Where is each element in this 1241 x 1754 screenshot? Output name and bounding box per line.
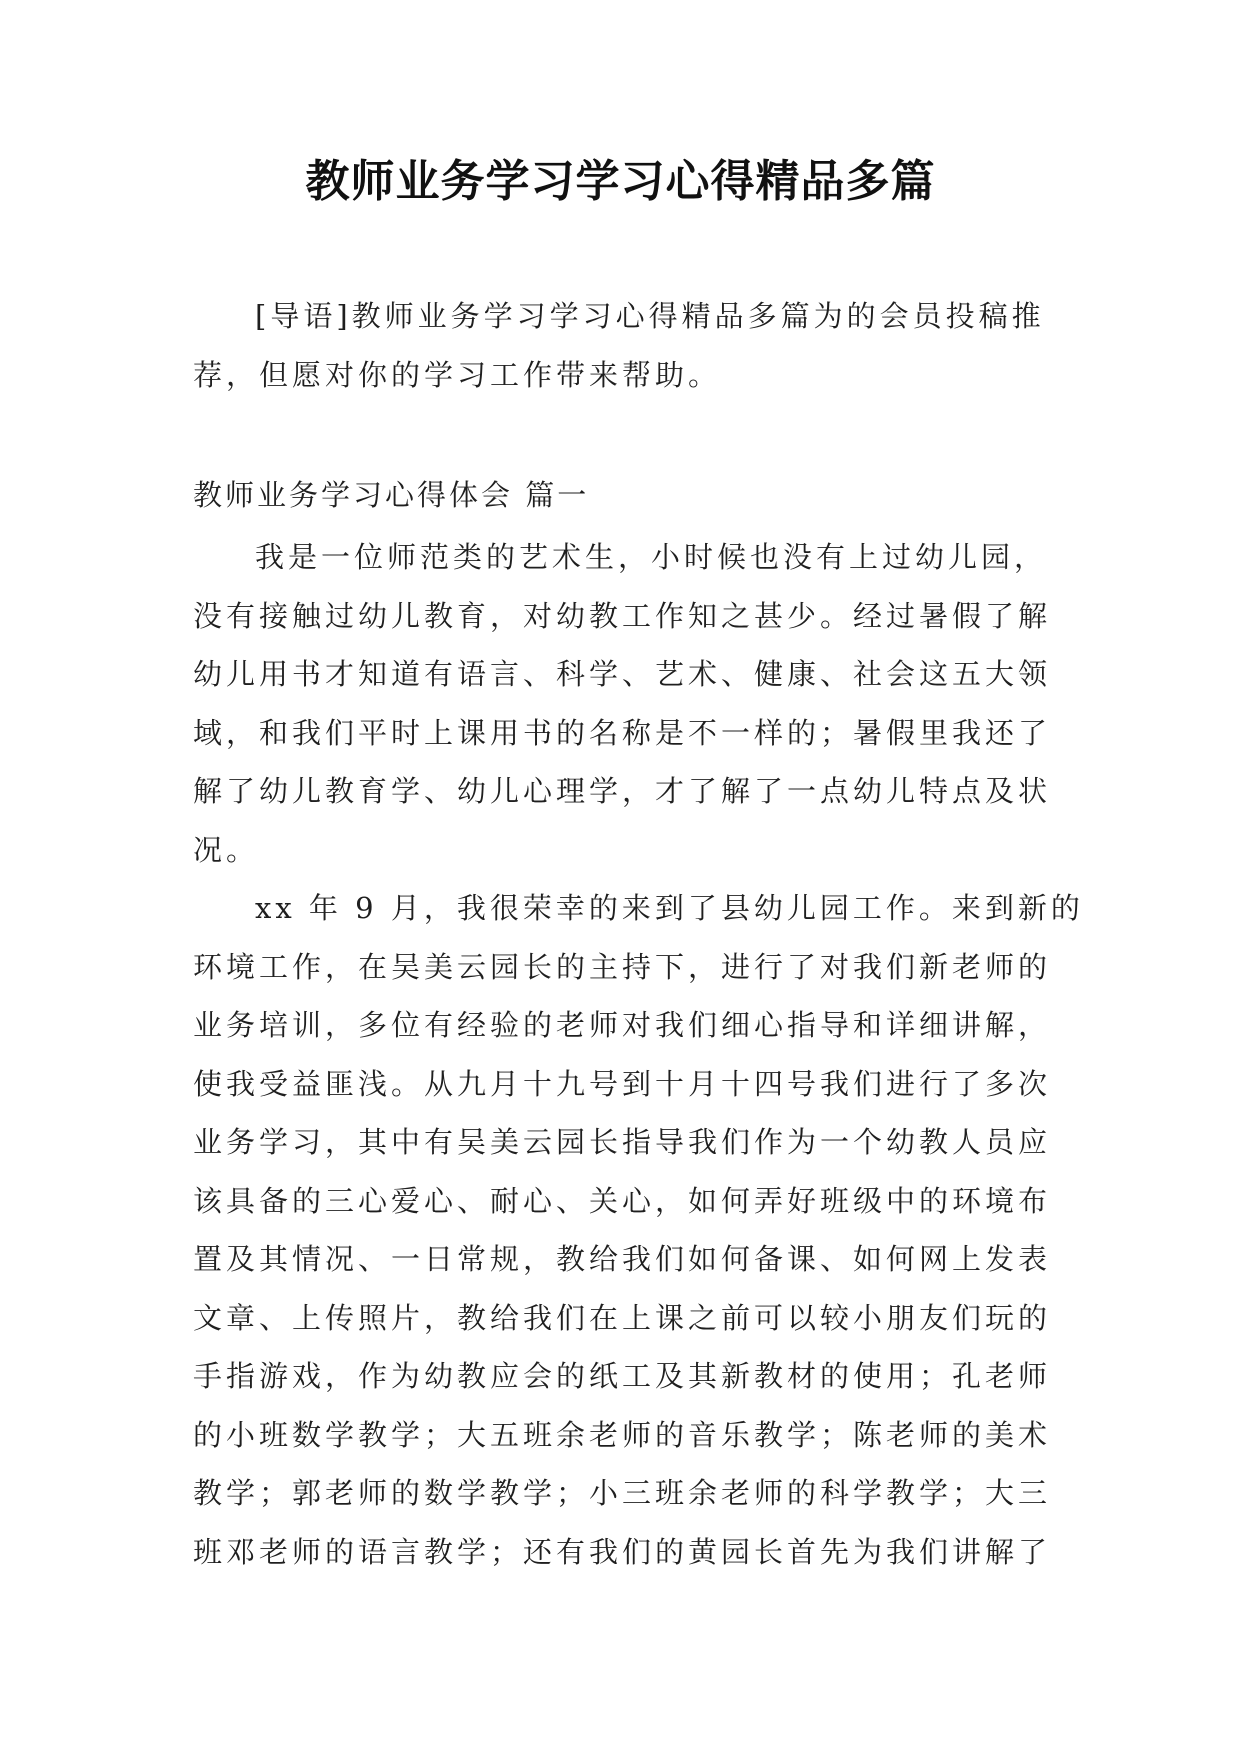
- section-heading: 教师业务学习心得体会 篇一: [193, 478, 590, 512]
- paragraph-1-line: 我是一位师范类的艺术生，小时候也没有上过幼儿园，: [255, 540, 1048, 574]
- paragraph-1-line: 域，和我们平时上课用书的名称是不一样的；暑假里我还了: [193, 715, 1052, 750]
- paragraph-2-line: 业务培训，多位有经验的老师对我们细心指导和详细讲解，: [193, 1008, 1052, 1042]
- paragraph-1-line: 况。: [193, 832, 260, 867]
- paragraph-1-line: 解了幼儿教育学、幼儿心理学，才了解了一点幼儿特点及状: [193, 774, 1052, 808]
- paragraph-1-line: 没有接触过幼儿教育，对幼教工作知之甚少。经过暑假了解: [193, 598, 1052, 633]
- paragraph-2-line: 业务学习，其中有吴美云园长指导我们作为一个幼教人员应: [193, 1125, 1052, 1159]
- paragraph-1-line: 幼儿用书才知道有语言、科学、艺术、健康、社会这五大领: [193, 657, 1052, 691]
- intro-line: [导语]教师业务学习学习心得精品多篇为的会员投稿推: [255, 299, 1045, 333]
- intro-paragraph: [193, 287, 1053, 404]
- document-title: 教师业务学习学习心得精品多篇: [305, 156, 936, 207]
- paragraph-2-line: 的小班数学教学；大五班余老师的音乐教学；陈老师的美术: [193, 1417, 1052, 1452]
- paragraph-2-line: 教学；郭老师的数学教学；小三班余老师的科学教学；大三: [193, 1476, 1052, 1510]
- paragraph-2-line: 手指游戏，作为幼教应会的纸工及其新教材的使用；孔老师: [193, 1359, 1052, 1393]
- paragraph-2-line: xx 年 9 月，我很荣幸的来到了县幼儿园工作。来到新的: [255, 891, 1084, 925]
- paragraph-2-line: 使我受益匪浅。从九月十九号到十月十四号我们进行了多次: [193, 1066, 1052, 1101]
- paragraph-2-line: 置及其情况、一日常规，教给我们如何备课、如何网上发表: [193, 1242, 1052, 1276]
- paragraph-2-line: 该具备的三心爱心、耐心、关心，如何弄好班级中的环境布: [193, 1183, 1052, 1218]
- intro-line: 荐，但愿对你的学习工作带来帮助。: [193, 357, 722, 392]
- paragraph-2-line: 环境工作，在吴美云园长的主持下，进行了对我们新老师的: [193, 949, 1052, 984]
- body-paragraphs: [193, 528, 1084, 1581]
- paragraph-2-line: 班邓老师的语言教学；还有我们的黄园长首先为我们讲解了: [193, 1534, 1052, 1569]
- paragraph-2-line: 文章、上传照片，教给我们在上课之前可以较小朋友们玩的: [193, 1300, 1052, 1335]
